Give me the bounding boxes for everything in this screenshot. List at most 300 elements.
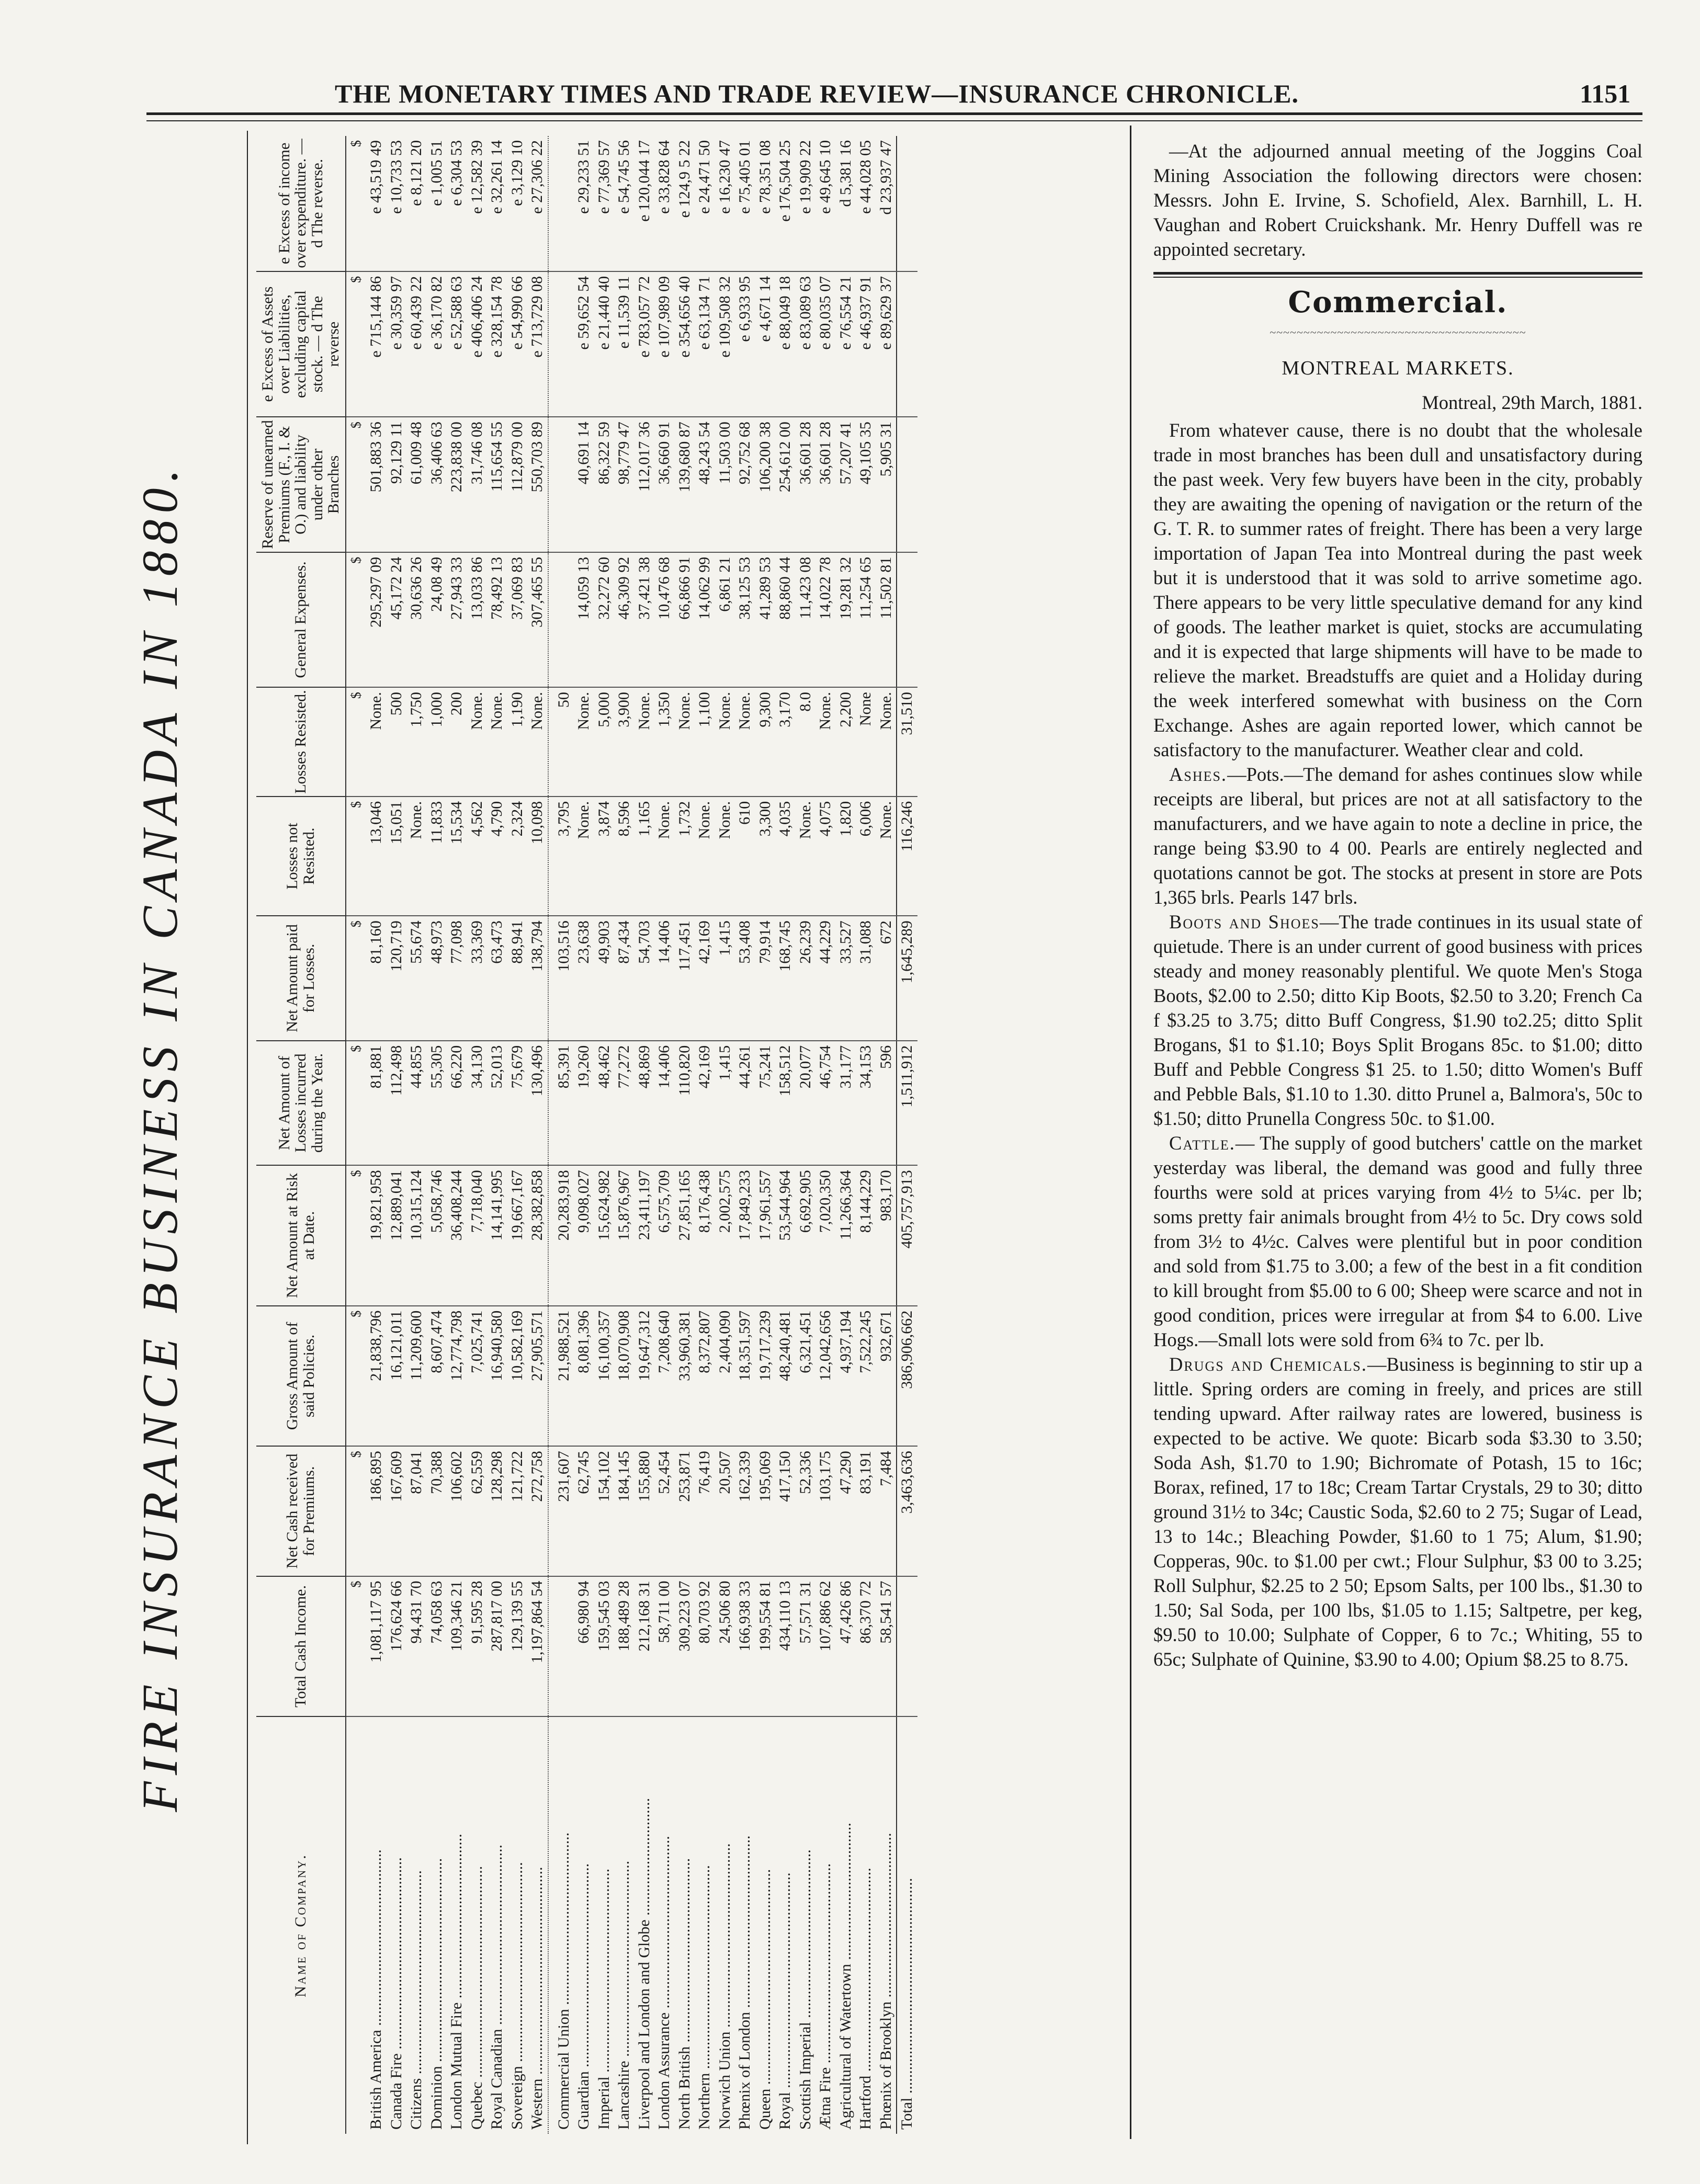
table-cell: None.: [715, 797, 735, 916]
table-cell: 87,041: [406, 1446, 427, 1576]
table-cell: e 328,154 78: [487, 271, 507, 417]
column-divider: [1130, 126, 1131, 2139]
table-cell: 9,098,027: [574, 1165, 594, 1306]
table-cell: 37,069 83: [507, 552, 528, 687]
table-cell: 386,906,662: [897, 1306, 917, 1447]
table-cell: 307,465 55: [527, 552, 548, 687]
table-row: [654, 136, 675, 2134]
boots-heading: Boots and Shoes: [1169, 911, 1320, 932]
table-cell: 86,370 72: [856, 1576, 876, 1717]
table-cell: $: [346, 1306, 367, 1447]
table-cell: [554, 136, 574, 271]
rotated-table-panel: [126, 131, 1119, 2144]
table-cell: 272,758: [527, 1446, 548, 1576]
table-cell: e 59,652 54: [574, 271, 594, 417]
table-cell: 120,719: [387, 916, 407, 1041]
company-name-cell: Northern ....................................................: [696, 1865, 713, 2130]
table-cell: 4,035: [775, 797, 796, 916]
table-cell: 10,098: [527, 797, 548, 916]
table-cell: 3,300: [755, 797, 776, 916]
table-cell: e 75,405 01: [735, 136, 755, 271]
table-cell: e 16,230 47: [715, 136, 735, 271]
table-cell: e 107,989 09: [654, 271, 675, 417]
company-name-cell: Quebec ......................................................: [468, 1866, 485, 2130]
table-cell: 31,088: [856, 916, 876, 1041]
table-cell: d 23,937 47: [876, 136, 897, 271]
table-cell: 112,498: [387, 1041, 407, 1165]
table-row: [815, 136, 836, 2134]
table-cell: e 49,645 10: [815, 136, 836, 271]
table-row: [796, 136, 816, 2134]
table-cell: e 8,121 20: [406, 136, 427, 271]
cattle-paragraph: [1153, 1131, 1642, 1352]
table-cell: None: [856, 687, 876, 797]
cattle-text: — The supply of good butchers' cattle on the market yesterday was liberal, the demand was good and fully three fourths were sold at prices varying from 4½ to 5¼c. per lb; soms pretty fair animals brought from 4½ to 5c. Dry cows sold from 3½ to 4½c. Calves were plentiful but in poor condition and sold from $1.75 to 3.00; a few of the best in a fit condition to kill brought from $5.00 to 6 00; Sheep were scarce and not in good condition, prices were irregular at from $4 to 6.00. Live Hogs.—Small lots were sold from 6¾ to 7c. per lb.: [1153, 1132, 1642, 1350]
company-name-cell: Royal Canadian ..............................................: [488, 1845, 505, 2130]
table-cell: [897, 1576, 917, 1717]
table-cell: 14,141,995: [487, 1165, 507, 1306]
company-name-cell: Phœnix of Brooklyn ..........................................: [877, 1833, 894, 2130]
table-cell: 66,866 91: [675, 552, 695, 687]
table-cell: 11,254 65: [856, 552, 876, 687]
table-cell: 200: [447, 687, 467, 797]
table-cell: 2,324: [507, 797, 528, 916]
table-row: [594, 136, 615, 2134]
table-cell: e 83,089 63: [796, 271, 816, 417]
table-cell: 49,105 35: [856, 417, 876, 552]
table-cell: 11,266,364: [836, 1165, 856, 1306]
company-name-cell: Guardian ....................................................: [575, 1863, 592, 2130]
table-cell: 46,309 92: [614, 552, 634, 687]
table-cell: 1,350: [654, 687, 675, 797]
table-cell: $: [346, 1446, 367, 1576]
column-header: Net Amount of Losses incurred during the Year.: [256, 1041, 346, 1165]
table-cell: 17,849,233: [735, 1165, 755, 1306]
page-number: 1151: [1580, 79, 1631, 108]
table-row: [366, 136, 387, 2134]
table-cell: e 3,129 10: [507, 136, 528, 271]
column-header: Net Amount at Risk at Date.: [256, 1165, 346, 1306]
table-cell: 4,790: [487, 797, 507, 916]
company-name-cell: Phœnix of London ............................................: [736, 1835, 753, 2130]
table-cell: None.: [527, 687, 548, 797]
table-cell: 1,645,289: [897, 916, 917, 1041]
table-cell: 6,861 21: [715, 552, 735, 687]
table-cell: 109,346 21: [447, 1576, 467, 1717]
table-cell: 88,941: [507, 916, 528, 1041]
section-rule-thick: [1153, 272, 1642, 275]
table-cell: 116,246: [897, 797, 917, 916]
company-name-cell: Western .....................................................: [528, 1867, 546, 2130]
boots-text: —The trade continues in its usual state of quietude. There is an under current of good business with prices steady and money reasonably plentiful. We quote Men's Stoga Boots, $2.00 to 2.50; ditto Kip Boots, $2.50 to 3.20; French Ca f $3.25 to 3.75; ditto Buff Congress, $1.90 to2.25; ditto Split Brogans, $1 to $1.10; Boys Split Brogans 85c. to $1.00; ditto Buff and Pebble Congress $1 25. to 1.50; ditto Women's Buff and Pebble Bals, $1.10 to 1.30. ditto Prunel a, Balmora's, 50c to $1.50; ditto Prunella Congress 50c. to $1.00.: [1153, 911, 1643, 1129]
table-cell: 83,191: [856, 1446, 876, 1576]
table-row: [856, 136, 876, 2134]
table-cell: e 176,504 25: [775, 136, 796, 271]
table-cell: 1,165: [634, 797, 655, 916]
table-title: FIRE INSURANCE BUSINESS IN CANADA IN 1880.: [132, 463, 188, 1812]
table-cell: 1,750: [406, 687, 427, 797]
table-cell: 188,489 28: [614, 1576, 634, 1717]
running-title: THE MONETARY TIMES AND TRADE REVIEW—INSURANCE CHRONICLE.: [335, 79, 1299, 108]
table-cell: 7,718,040: [467, 1165, 488, 1306]
table-cell: 167,609: [387, 1446, 407, 1576]
table-cell: 54,703: [634, 916, 655, 1041]
table-cell: e 89,629 37: [876, 271, 897, 417]
table-cell: 31,510: [897, 687, 917, 797]
table-cell: 11,833: [427, 797, 447, 916]
table-cell: 434,110 13: [775, 1576, 796, 1717]
table-cell: 1,197,864 54: [527, 1576, 548, 1717]
table-cell: 42,169: [695, 916, 715, 1041]
table-cell: 500: [387, 687, 407, 797]
table-cell: 117,451: [675, 916, 695, 1041]
table-cell: [897, 552, 917, 687]
table-cell: e 24,471 50: [695, 136, 715, 271]
separator-cell: [548, 552, 554, 687]
table-cell: 78,492 13: [487, 552, 507, 687]
table-cell: 13,033 86: [467, 552, 488, 687]
table-cell: 16,121,011: [387, 1306, 407, 1447]
table-cell: 23,411,197: [634, 1165, 655, 1306]
table-cell: 80,703 92: [695, 1576, 715, 1717]
table-cell: 70,388: [427, 1446, 447, 1576]
table-cell: 52,336: [796, 1446, 816, 1576]
table-cell: 195,069: [755, 1446, 776, 1576]
table-cell: e 52,588 63: [447, 271, 467, 417]
table-cell: 417,150: [775, 1446, 796, 1576]
drugs-paragraph: [1153, 1352, 1642, 1671]
table-cell: 231,607: [554, 1446, 574, 1576]
table-cell: 36,601 28: [815, 417, 836, 552]
table-cell: 77,098: [447, 916, 467, 1041]
table-cell: 6,575,709: [654, 1165, 675, 1306]
table-cell: 2,200: [836, 687, 856, 797]
table-cell: e 76,554 21: [836, 271, 856, 417]
table-cell: 139,680 87: [675, 417, 695, 552]
table-cell: 1,415: [715, 1041, 735, 1165]
table-cell: None.: [675, 687, 695, 797]
table-cell: 14,406: [654, 916, 675, 1041]
table-cell: 6,006: [856, 797, 876, 916]
table-cell: 3,170: [775, 687, 796, 797]
table-cell: 18,351,597: [735, 1306, 755, 1447]
table-cell: 672: [876, 916, 897, 1041]
table-cell: 21,838,796: [366, 1306, 387, 1447]
table-cell: 31,746 08: [467, 417, 488, 552]
table-cell: e 21,440 40: [594, 271, 615, 417]
table-cell: 983,170: [876, 1165, 897, 1306]
table-cell: 19,281 32: [836, 552, 856, 687]
table-cell: 11,209,600: [406, 1306, 427, 1447]
separator-cell: [548, 1041, 554, 1165]
table-cell: 121,722: [507, 1446, 528, 1576]
table-cell: e 78,351 08: [755, 136, 776, 271]
table-cell: 48,243 54: [695, 417, 715, 552]
table-cell: 27,943 33: [447, 552, 467, 687]
table-cell: 7,025,741: [467, 1306, 488, 1447]
table-cell: 501,883 36: [366, 417, 387, 552]
table-cell: 405,757,913: [897, 1165, 917, 1306]
company-name-cell: Sovereign ...................................................: [508, 1862, 526, 2130]
table-cell: 103,516: [554, 916, 574, 1041]
table-cell: 1,190: [507, 687, 528, 797]
table-cell: 34,153: [856, 1041, 876, 1165]
separator-cell: [548, 1446, 554, 1576]
table-cell: 162,339: [735, 1446, 755, 1576]
company-name-cell: Scottish Imperial ...........................................: [796, 1849, 814, 2130]
ashes-heading: Ashes.: [1169, 764, 1228, 785]
table-cell: None.: [796, 797, 816, 916]
decorative-wavy-rule: ~~~~~~~~~~~~~~~~~~~~~~~~~~~~~~~~~~~~~~: [1270, 326, 1526, 339]
table-cell: 4,562: [467, 797, 488, 916]
table-cell: 138,794: [527, 916, 548, 1041]
table-cell: 223,838 00: [447, 417, 467, 552]
table-row: [574, 136, 594, 2134]
table-cell: $: [346, 797, 367, 916]
table-header-row: [256, 136, 346, 2134]
table-cell: 10,582,169: [507, 1306, 528, 1447]
table-cell: None.: [406, 797, 427, 916]
table-cell: 47,290: [836, 1446, 856, 1576]
table-cell: 103,175: [815, 1446, 836, 1576]
company-name-cell: North British ...............................................: [675, 1858, 693, 2130]
table-cell: 16,940,580: [487, 1306, 507, 1447]
table-cell: 44,229: [815, 916, 836, 1041]
table-cell: 74,058 63: [427, 1576, 447, 1717]
table-cell: 44,855: [406, 1041, 427, 1165]
table-cell: 112,879 00: [507, 417, 528, 552]
table-cell: 932,671: [876, 1306, 897, 1447]
separator-cell: [548, 136, 554, 271]
table-cell: 98,779 47: [614, 417, 634, 552]
table-cell: 13,046: [366, 797, 387, 916]
table-row: [447, 136, 467, 2134]
table-cell: 75,679: [507, 1041, 528, 1165]
table-cell: e 30,359 97: [387, 271, 407, 417]
table-cell: 34,130: [467, 1041, 488, 1165]
table-cell: 58,711 00: [654, 1576, 675, 1717]
table-cell: 8,081,396: [574, 1306, 594, 1447]
table-row: [695, 136, 715, 2134]
separator-cell: [548, 1165, 554, 1306]
table-cell: 129,139 55: [507, 1576, 528, 1717]
table-cell: 57,571 31: [796, 1576, 816, 1717]
separator-cell: [548, 687, 554, 797]
table-cell: 27,905,571: [527, 1306, 548, 1447]
column-header: Total Cash Income.: [256, 1576, 346, 1717]
section-title: Commercial.: [1288, 285, 1508, 320]
table-cell: e 63,134 71: [695, 271, 715, 417]
table-cell: [554, 271, 574, 417]
table-cell: 91,595 28: [467, 1576, 488, 1717]
table-cell: 158,512: [775, 1041, 796, 1165]
table-row: [675, 136, 695, 2134]
table-cell: 15,876,967: [614, 1165, 634, 1306]
page-header: [146, 78, 1663, 126]
table-cell: 17,961,557: [755, 1165, 776, 1306]
table-cell: e 29,233 51: [574, 136, 594, 271]
table-cell: 16,100,357: [594, 1306, 615, 1447]
drugs-text: —Business is beginning to stir up a little. Spring orders are coming in freely, and prices are still tending upward. After railway rates are lowered, business is expected to be active. We quote: Bicarb soda $3.30 to 3.50; Soda Ash, $1.70 to 1.90; Bichromate of Potash, 15 to 16c; Borax, refined, 17 to 18c; Cream Tartar Crystals, 29 to 30; ditto ground 31½ to 34c; Caustic Soda, $2.60 to 2 75; Sugar of Lead, 13 to 14c.; Bleaching Powder, $1.60 to 1 75; Alum, $1.90; Copperas, 90c. to $1.00 per cwt.; Flour Sulphur, $3 00 to 3.25; Roll Sulphur, $2.25 to 2 50; Epsom Salts, per 100 lbs., $1.30 to 1.50; Sal Soda, per 100 lbs, $1.05 to 1.15; Saltpetre, per keg, $9.50 to 10.00; Sulphate of Copper, 6 to 7c.; Whiting, 55 to 65c; Sulphate of Quinine, $3.90 to 4.00; Opium $8.25 to 8.75.: [1153, 1353, 1642, 1670]
table-cell: 23,638: [574, 916, 594, 1041]
table-cell: $: [346, 136, 367, 271]
table-cell: 12,774,798: [447, 1306, 467, 1447]
company-name-cell: Hartford ....................................................: [857, 1868, 874, 2130]
table-cell: 92,752 68: [735, 417, 755, 552]
table-cell: e 6,304 53: [447, 136, 467, 271]
table-cell: 33,527: [836, 916, 856, 1041]
table-cell: $: [346, 271, 367, 417]
table-row: [836, 136, 856, 2134]
table-cell: 61,009 48: [406, 417, 427, 552]
company-name-cell: Lancashire ..................................................: [615, 1860, 632, 2130]
table-cell: 76,419: [695, 1446, 715, 1576]
table-cell: None.: [574, 687, 594, 797]
table-cell: 154,102: [594, 1446, 615, 1576]
table-cell: 3,900: [614, 687, 634, 797]
separator-cell: [548, 271, 554, 417]
section-rule-thin: [1153, 277, 1642, 278]
table-cell: 53,544,964: [775, 1165, 796, 1306]
joggins-notice: —At the adjourned annual meeting of the Joggins Coal Mining Association the following directors were chosen: Messrs. John E. Irvine, S. Schofield, Alex. Barnhill, L. H. Vaughan and Robert Cruickshank. Mr. Henry Duffell was re appointed secretary.: [1153, 140, 1642, 260]
table-body: [346, 136, 917, 2134]
table-cell: [554, 1576, 574, 1717]
ashes-paragraph: [1153, 762, 1642, 909]
table-cell: 4,075: [815, 797, 836, 916]
table-cell: 26,239: [796, 916, 816, 1041]
column-header: Net Amount paid for Losses.: [256, 916, 346, 1041]
table-cell: e 32,261 14: [487, 136, 507, 271]
table-cell: e 19,909 22: [796, 136, 816, 271]
table-cell: $: [346, 417, 367, 552]
table-row: [427, 136, 447, 2134]
table-cell: 107,886 62: [815, 1576, 836, 1717]
table-cell: e 715,144 86: [366, 271, 387, 417]
table-cell: None.: [574, 797, 594, 916]
table-cell: None.: [467, 687, 488, 797]
table-row: [527, 136, 548, 2134]
table-cell: e 354,656 40: [675, 271, 695, 417]
table-cell: e 783,057 72: [634, 271, 655, 417]
table-cell: None.: [695, 797, 715, 916]
table-cell: 81,881: [366, 1041, 387, 1165]
table-cell: 11,502 81: [876, 552, 897, 687]
table-cell: 14,059 13: [574, 552, 594, 687]
ashes-text: —Pots.—The demand for ashes continues slow while receipts are liberal, but prices are not at all satisfactory to the manufacturers, and we have again to note a decline in price, the range being $3.90 to 4 00. Pearls are entirely neglected and quotations cannot be got. The stocks at present in store are Pots 1,365 brls. Pearls 147 brls.: [1153, 764, 1642, 908]
separator-cell: [548, 797, 554, 916]
table-cell: 55,674: [406, 916, 427, 1041]
table-cell: 62,559: [467, 1446, 488, 1576]
company-name-cell: Royal .......................................................: [776, 1872, 794, 2130]
column-header: Losses not Resisted.: [256, 797, 346, 916]
table-cell: e 80,035 07: [815, 271, 836, 417]
company-name-cell: Citizens ....................................................: [407, 1870, 425, 2130]
table-cell: 6,692,905: [796, 1165, 816, 1306]
table-cell: 19,260: [574, 1041, 594, 1165]
table-cell: $: [346, 1165, 367, 1306]
table-cell: [897, 271, 917, 417]
table-cell: 14,406: [654, 1041, 675, 1165]
table-cell: 7,522,245: [856, 1306, 876, 1447]
table-cell: 112,017 36: [634, 417, 655, 552]
table-cell: e 43,519 49: [366, 136, 387, 271]
table-cell: 2,002,575: [715, 1165, 735, 1306]
table-cell: $: [346, 1576, 367, 1717]
table-cell: None.: [634, 687, 655, 797]
company-name-cell: London Assurance ............................................: [655, 1836, 673, 2130]
table-cell: e 124,9 5 22: [675, 136, 695, 271]
company-name-cell: Ætna Fire ...................................................: [817, 1863, 834, 2130]
table-cell: 128,298: [487, 1446, 507, 1576]
table-cell: 20,507: [715, 1446, 735, 1576]
table-cell: [554, 417, 574, 552]
company-name-cell: Liverpool and London and Globe ..............................: [635, 1798, 653, 2130]
table-cell: e 54,990 66: [507, 271, 528, 417]
company-name-cell: Queen .......................................................: [756, 1869, 774, 2130]
table-cell: 55,305: [427, 1041, 447, 1165]
table-cell: 12,042,656: [815, 1306, 836, 1447]
table-cell: 166,938 33: [735, 1576, 755, 1717]
table-cell: 18,070,908: [614, 1306, 634, 1447]
table-cell: 212,168 31: [634, 1576, 655, 1717]
company-name-cell: London Mutual Fire ..........................................: [448, 1834, 465, 2130]
table-cell: 15,051: [387, 797, 407, 916]
table-cell: 62,745: [574, 1446, 594, 1576]
table-cell: 44,261: [735, 1041, 755, 1165]
company-name-cell: Imperial ....................................................: [595, 1868, 613, 2130]
table-cell: 24,506 80: [715, 1576, 735, 1717]
table-cell: e 12,582 39: [467, 136, 488, 271]
table-cell: 11,423 08: [796, 552, 816, 687]
table-cell: 19,717,239: [755, 1306, 776, 1447]
table-cell: e 88,049 18: [775, 271, 796, 417]
table-cell: 1,511,912: [897, 1041, 917, 1165]
table-cell: e 406,406 24: [467, 271, 488, 417]
separator-cell: [548, 1576, 554, 1717]
table-cell: e 10,733 53: [387, 136, 407, 271]
header-rule-thin: [146, 120, 1642, 121]
table-cell: None.: [876, 687, 897, 797]
table-cell: 41,289 53: [755, 552, 776, 687]
table-cell: 1,732: [675, 797, 695, 916]
table-cell: 46,754: [815, 1041, 836, 1165]
column-header: Reserve of unearned Premiums (F., I. & O.) and liability under other Branches: [256, 417, 346, 552]
table-cell: 79,914: [755, 916, 776, 1041]
table-cell: 58,541 57: [876, 1576, 897, 1717]
table-cell: 309,223 07: [675, 1576, 695, 1717]
table-cell: 38,125 53: [735, 552, 755, 687]
table-row: [554, 136, 574, 2134]
table-cell: 253,871: [675, 1446, 695, 1576]
table-cell: 88,860 44: [775, 552, 796, 687]
table-cell: 159,545 03: [594, 1576, 615, 1717]
table-cell: 5,000: [594, 687, 615, 797]
table-row: [387, 136, 407, 2134]
table-cell: 8,596: [614, 797, 634, 916]
table-cell: 36,406 63: [427, 417, 447, 552]
table-cell: e 44,028 05: [856, 136, 876, 271]
table-cell: 1,415: [715, 916, 735, 1041]
table-cell: 47,426 86: [836, 1576, 856, 1717]
table-row: [755, 136, 776, 2134]
table-cell: 33,369: [467, 916, 488, 1041]
table-cell: 184,145: [614, 1446, 634, 1576]
company-name-cell: Agricultural of Watertown ...................................: [836, 1823, 854, 2130]
column-header: Name of Company.: [256, 1716, 346, 2134]
column-header: Gross Amount of said Policies.: [256, 1306, 346, 1447]
table-cell: 85,391: [554, 1041, 574, 1165]
table-cell: 15,624,982: [594, 1165, 615, 1306]
